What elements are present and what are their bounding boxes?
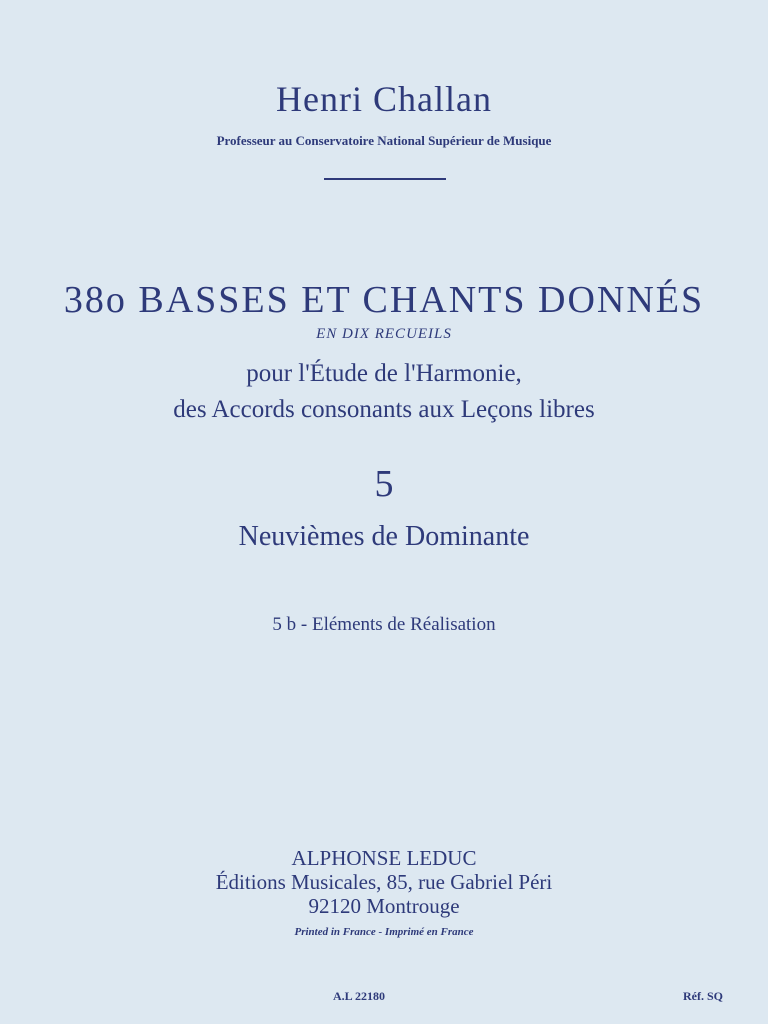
- publisher-address: Éditions Musicales, 85, rue Gabriel Péri: [215, 870, 553, 894]
- catalog-reference: A.L 22180: [333, 989, 386, 1003]
- part-title: 5 b - Eléments de Réalisation: [272, 614, 496, 635]
- volume-number: 5: [374, 463, 394, 505]
- divider-rule: [324, 178, 446, 180]
- main-title: 38o BASSES ET CHANTS DONNÉS: [63, 279, 705, 321]
- publisher-city: 92120 Montrouge: [308, 894, 460, 918]
- purpose-line-2: des Accords consonants aux Leçons libres: [173, 396, 595, 423]
- author-affiliation: Professeur au Conservatoire National Supérieur de Musique: [216, 133, 552, 148]
- author-name: Henri Challan: [276, 79, 492, 119]
- printed-in-france: Printed in France - Imprimé en France: [294, 926, 474, 938]
- purpose-line-1: pour l'Étude de l'Harmonie,: [246, 360, 522, 387]
- collection-subtitle: EN DIX RECUEILS: [316, 326, 452, 342]
- volume-title: Neuvièmes de Dominante: [238, 521, 530, 552]
- edition-reference: Réf. SQ: [683, 989, 723, 1003]
- publisher-name: ALPHONSE LEDUC: [291, 846, 477, 870]
